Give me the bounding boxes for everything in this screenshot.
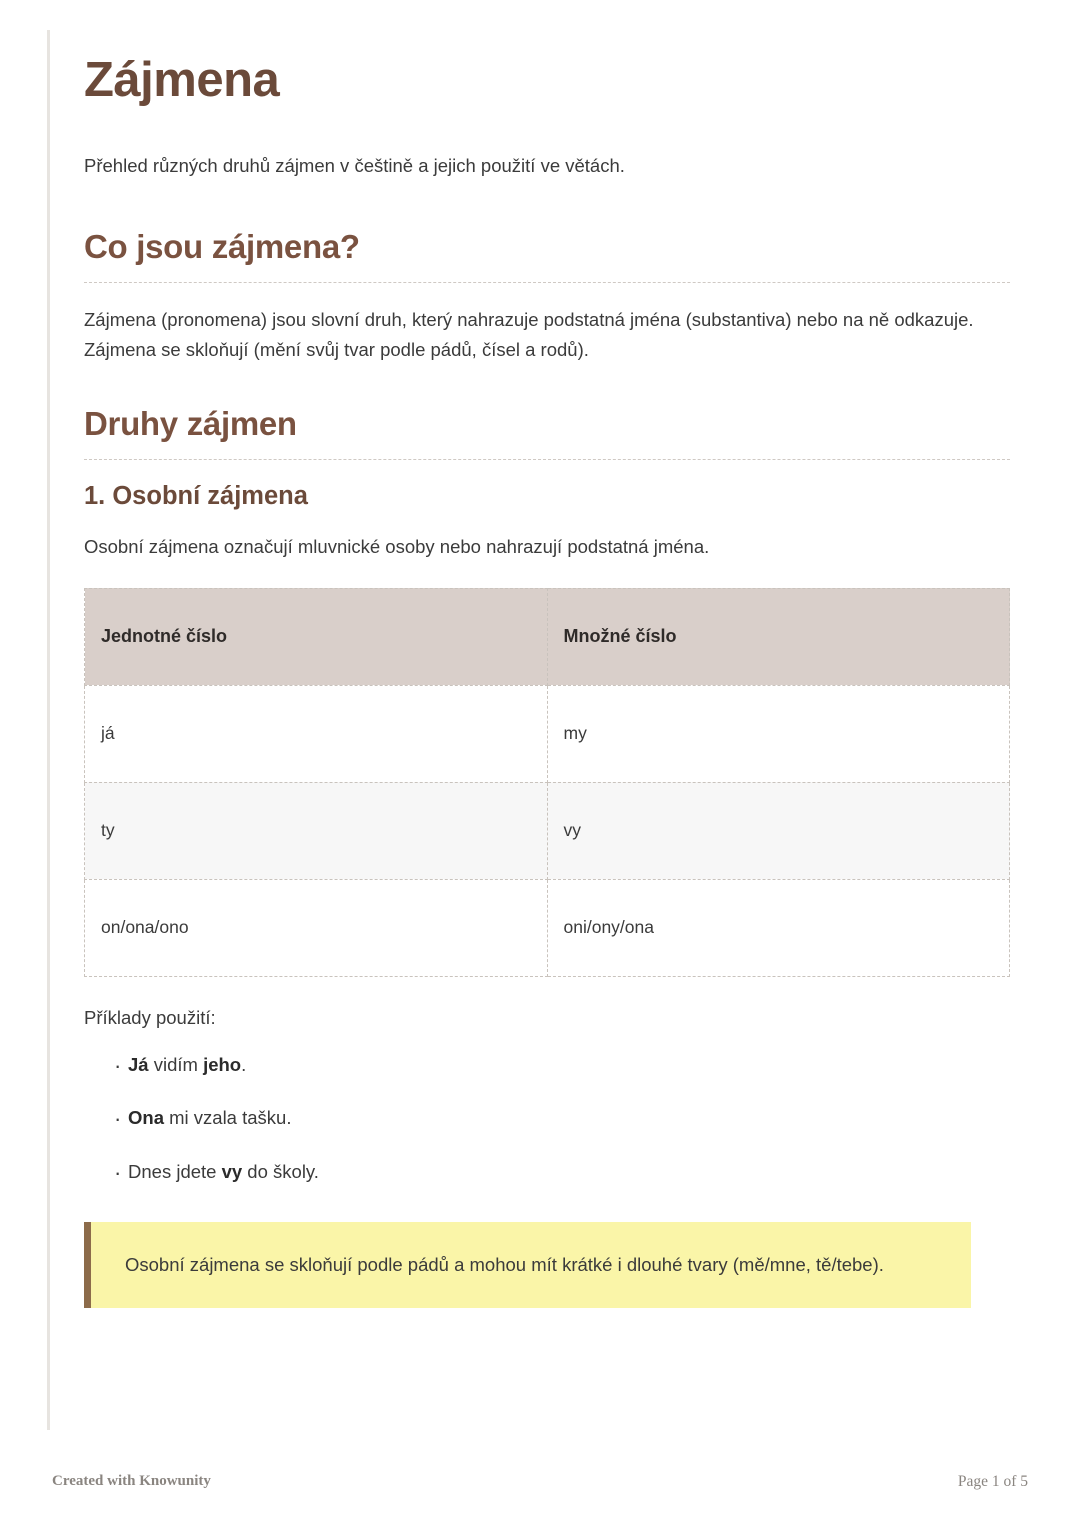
table-cell-plural: my bbox=[547, 685, 1010, 782]
table-row bbox=[85, 879, 1010, 976]
example-strong: Ona bbox=[128, 1107, 164, 1129]
table-cell-plural: oni/ony/ona bbox=[547, 879, 1010, 976]
table-cell-singular: ty bbox=[85, 782, 548, 879]
list-item bbox=[114, 1158, 1010, 1186]
table-cell-singular: on/ona/ono bbox=[85, 879, 548, 976]
example-strong-2: jeho bbox=[203, 1053, 242, 1075]
page-title: Zájmena bbox=[84, 53, 280, 107]
examples-label: Příklady použití: bbox=[84, 1006, 216, 1028]
subsection-heading-personal-pronouns: 1. Osobní zájmena bbox=[84, 482, 308, 511]
example-strong: Já bbox=[128, 1053, 149, 1075]
list-item bbox=[114, 1051, 1010, 1079]
example-tail: do školy. bbox=[242, 1161, 319, 1183]
document-content bbox=[84, 52, 1010, 1308]
example-text: Dnes jdete bbox=[128, 1161, 222, 1183]
table-header-singular: Jednotné číslo bbox=[85, 588, 548, 685]
table-cell-plural: vy bbox=[547, 782, 1010, 879]
left-margin-rule bbox=[47, 30, 50, 1430]
section-body-what-are-pronouns: Zájmena (pronomena) jsou slovní druh, který nahrazuje podstatná jména (substantiva) nebo na ně odkazuje. Zájmena se skloňují (mění svůj tvar podle pádů, čísel a rodů). bbox=[84, 309, 974, 361]
info-callout bbox=[84, 1222, 971, 1308]
footer-page-number: Page 1 of 5 bbox=[957, 1473, 1028, 1490]
examples-list bbox=[84, 1051, 1010, 1186]
table-row bbox=[85, 782, 1010, 879]
pronoun-table bbox=[84, 588, 1010, 977]
document-intro: Přehled různých druhů zájmen v češtině a jejich použití ve větách. bbox=[84, 155, 625, 177]
footer-brand: Created with Knowunity bbox=[52, 1473, 211, 1489]
section-divider bbox=[84, 282, 1010, 283]
table-row bbox=[85, 685, 1010, 782]
section-divider-types bbox=[84, 459, 1010, 460]
table-header-row bbox=[85, 588, 1010, 685]
example-text: mi vzala tašku. bbox=[163, 1107, 292, 1129]
example-strong-2: vy bbox=[221, 1161, 243, 1183]
example-text: vidím bbox=[148, 1053, 204, 1075]
table-cell-singular: já bbox=[85, 685, 548, 782]
list-item bbox=[114, 1104, 1010, 1132]
section-heading-what-are-pronouns: Co jsou zájmena? bbox=[84, 228, 360, 266]
callout-text: Osobní zájmena se skloňují podle pádů a mohou mít krátké i dlouhé tvary (mě/mne, tě/tebe). bbox=[125, 1253, 884, 1275]
page-footer bbox=[52, 1473, 1028, 1497]
section-heading-types: Druhy zájmen bbox=[84, 405, 297, 443]
table-header-plural: Množné číslo bbox=[547, 588, 1010, 685]
example-tail: . bbox=[241, 1053, 247, 1075]
subsection-body-personal-pronouns: Osobní zájmena označují mluvnické osoby nebo nahrazují podstatná jména. bbox=[84, 536, 710, 558]
